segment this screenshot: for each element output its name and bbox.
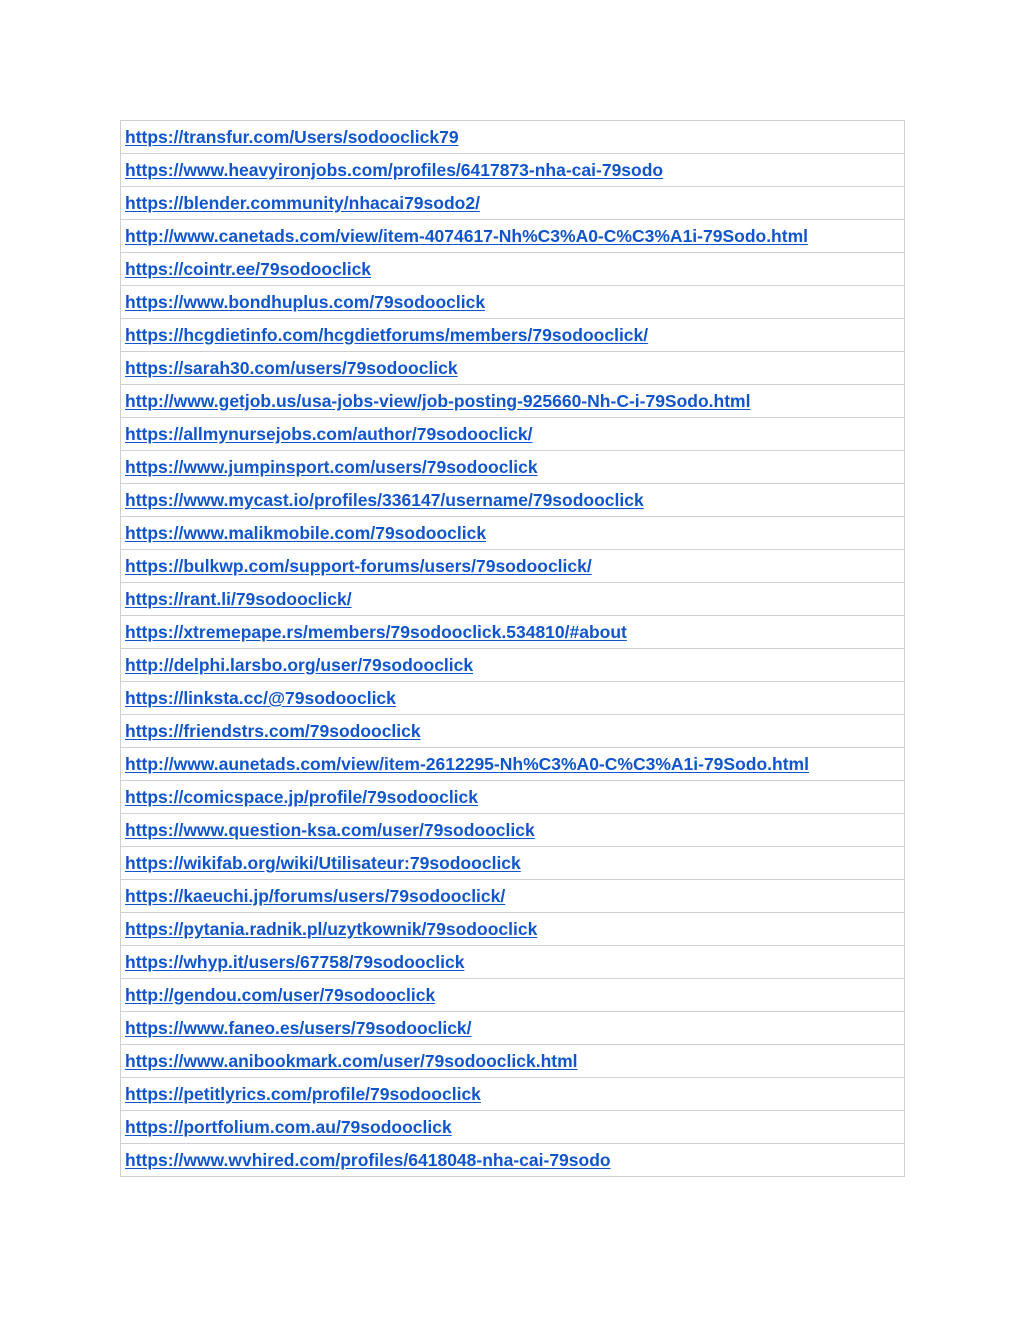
link[interactable]: https://www.malikmobile.com/79sodooclick — [125, 522, 487, 543]
table-row — [121, 682, 905, 715]
link[interactable]: http://www.canetads.com/view/item-4074617-Nh%C3%A0-C%C3%A1i-79Sodo.html — [125, 225, 808, 246]
link[interactable]: http://gendou.com/user/79sodooclick — [125, 984, 436, 1005]
table-row — [121, 1111, 905, 1144]
link[interactable]: https://rant.li/79sodooclick/ — [125, 588, 352, 609]
table-row — [121, 1012, 905, 1045]
link[interactable]: https://www.mycast.io/profiles/336147/username/79sodooclick — [125, 489, 644, 510]
table-cell — [121, 451, 905, 484]
table-cell — [121, 253, 905, 286]
table-row — [121, 550, 905, 583]
link[interactable]: https://friendstrs.com/79sodooclick — [125, 720, 421, 741]
table-cell — [121, 814, 905, 847]
link-table-body — [121, 121, 905, 1177]
table-row — [121, 517, 905, 550]
table-cell — [121, 121, 905, 154]
link[interactable]: https://xtremepape.rs/members/79sodooclick.534810/#about — [125, 621, 627, 642]
table-row — [121, 814, 905, 847]
table-row — [121, 484, 905, 517]
table-row — [121, 781, 905, 814]
table-row — [121, 583, 905, 616]
link[interactable]: https://hcgdietinfo.com/hcgdietforums/members/79sodooclick/ — [125, 324, 649, 345]
table-row — [121, 385, 905, 418]
table-cell — [121, 880, 905, 913]
table-cell — [121, 946, 905, 979]
table-row — [121, 154, 905, 187]
link[interactable]: https://kaeuchi.jp/forums/users/79sodooclick/ — [125, 885, 506, 906]
table-row — [121, 748, 905, 781]
table-cell — [121, 847, 905, 880]
table-cell — [121, 484, 905, 517]
table-row — [121, 1078, 905, 1111]
link[interactable]: https://www.wvhired.com/profiles/6418048-nha-cai-79sodo — [125, 1149, 611, 1170]
table-cell — [121, 616, 905, 649]
table-cell — [121, 187, 905, 220]
link[interactable]: https://www.faneo.es/users/79sodooclick/ — [125, 1017, 472, 1038]
link[interactable]: https://transfur.com/Users/sodooclick79 — [125, 126, 459, 147]
link[interactable]: https://pytania.radnik.pl/uzytkownik/79sodooclick — [125, 918, 538, 939]
table-cell — [121, 715, 905, 748]
table-cell — [121, 979, 905, 1012]
table-cell — [121, 385, 905, 418]
link[interactable]: https://www.jumpinsport.com/users/79sodooclick — [125, 456, 538, 477]
link[interactable]: https://www.anibookmark.com/user/79sodooclick.html — [125, 1050, 578, 1071]
link[interactable]: https://wikifab.org/wiki/Utilisateur:79sodooclick — [125, 852, 521, 873]
table-cell — [121, 1012, 905, 1045]
table-cell — [121, 781, 905, 814]
table-row — [121, 715, 905, 748]
link[interactable]: https://www.heavyironjobs.com/profiles/6417873-nha-cai-79sodo — [125, 159, 664, 180]
table-cell — [121, 649, 905, 682]
table-cell — [121, 418, 905, 451]
table-row — [121, 979, 905, 1012]
table-row — [121, 286, 905, 319]
table-cell — [121, 352, 905, 385]
table-cell — [121, 913, 905, 946]
link[interactable]: http://delphi.larsbo.org/user/79sodooclick — [125, 654, 474, 675]
link[interactable]: https://sarah30.com/users/79sodooclick — [125, 357, 458, 378]
table-row — [121, 649, 905, 682]
table-cell — [121, 154, 905, 187]
table-cell — [121, 748, 905, 781]
table-row — [121, 187, 905, 220]
table-cell — [121, 1045, 905, 1078]
table-cell — [121, 682, 905, 715]
table-cell — [121, 1078, 905, 1111]
table-row — [121, 253, 905, 286]
link[interactable]: https://petitlyrics.com/profile/79sodooclick — [125, 1083, 481, 1104]
table-cell — [121, 1144, 905, 1177]
table-row — [121, 220, 905, 253]
table-row — [121, 946, 905, 979]
table-cell — [121, 286, 905, 319]
link[interactable]: https://comicspace.jp/profile/79sodooclick — [125, 786, 479, 807]
table-row — [121, 121, 905, 154]
link-table — [120, 120, 905, 1177]
table-row — [121, 418, 905, 451]
table-cell — [121, 517, 905, 550]
table-row — [121, 352, 905, 385]
table-row — [121, 451, 905, 484]
table-row — [121, 847, 905, 880]
link[interactable]: https://portfolium.com.au/79sodooclick — [125, 1116, 452, 1137]
link[interactable]: https://whyp.it/users/67758/79sodooclick — [125, 951, 465, 972]
link[interactable]: https://blender.community/nhacai79sodo2/ — [125, 192, 480, 213]
table-cell — [121, 1111, 905, 1144]
link[interactable]: http://www.aunetads.com/view/item-2612295-Nh%C3%A0-C%C3%A1i-79Sodo.html — [125, 753, 809, 774]
table-row — [121, 616, 905, 649]
link[interactable]: https://linksta.cc/@79sodooclick — [125, 687, 396, 708]
table-row — [121, 913, 905, 946]
link[interactable]: https://www.question-ksa.com/user/79sodooclick — [125, 819, 535, 840]
link[interactable]: https://allmynursejobs.com/author/79sodooclick/ — [125, 423, 533, 444]
link[interactable]: https://cointr.ee/79sodooclick — [125, 258, 372, 279]
table-cell — [121, 550, 905, 583]
table-row — [121, 1144, 905, 1177]
table-row — [121, 880, 905, 913]
table-row — [121, 319, 905, 352]
table-row — [121, 1045, 905, 1078]
link[interactable]: https://www.bondhuplus.com/79sodooclick — [125, 291, 486, 312]
table-cell — [121, 319, 905, 352]
link[interactable]: https://bulkwp.com/support-forums/users/79sodooclick/ — [125, 555, 592, 576]
table-cell — [121, 583, 905, 616]
link[interactable]: http://www.getjob.us/usa-jobs-view/job-posting-925660-Nh-C-i-79Sodo.html — [125, 390, 751, 411]
table-cell — [121, 220, 905, 253]
